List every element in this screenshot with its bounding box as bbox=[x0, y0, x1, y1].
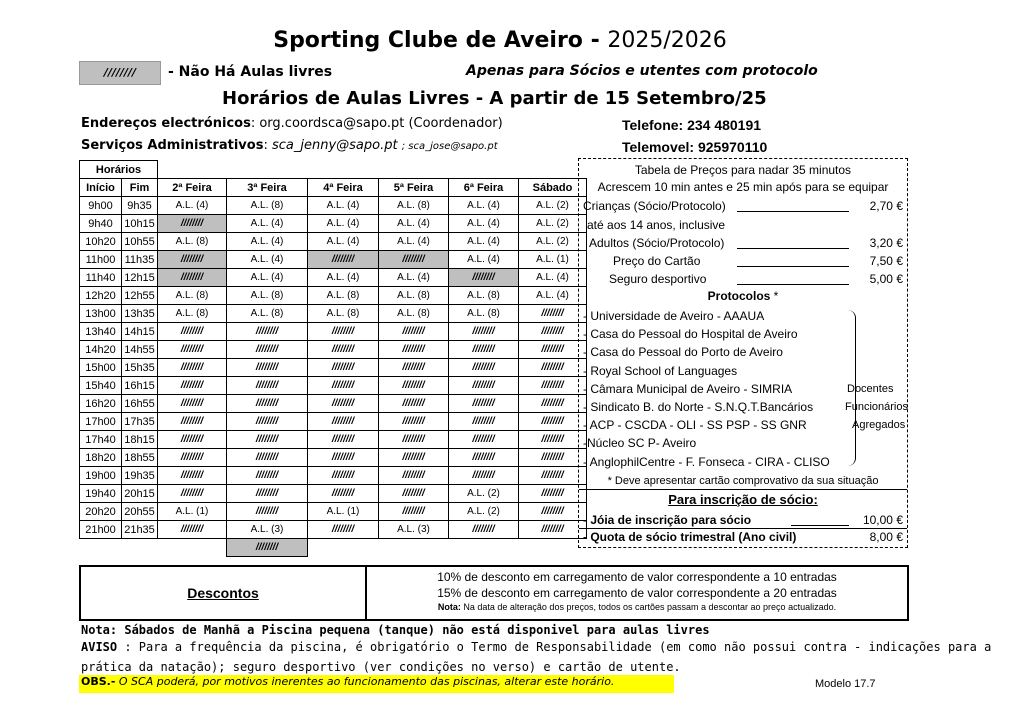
price-value: 5,00 € bbox=[869, 272, 903, 286]
time-cell: 10h15 bbox=[122, 215, 158, 233]
class-cell: A.L. (4) bbox=[519, 269, 587, 287]
class-cell: //////// bbox=[519, 503, 587, 521]
table-row bbox=[80, 467, 587, 485]
admin-line: Serviços Administrativos: sca_jenny@sapo.pt ; sca_jose@sapo.pt bbox=[81, 138, 498, 153]
time-cell: 18h55 bbox=[122, 449, 158, 467]
class-cell: //////// bbox=[519, 323, 587, 341]
class-cell: //////// bbox=[519, 431, 587, 449]
table-row bbox=[80, 377, 587, 395]
price-value: 2,70 € bbox=[869, 199, 903, 213]
price-label: até aos 14 anos, inclusive bbox=[587, 218, 726, 232]
class-cell: //////// bbox=[519, 413, 587, 431]
class-cell: //////// bbox=[449, 341, 519, 359]
column-header: Sábado bbox=[519, 179, 587, 197]
class-cell: //////// bbox=[449, 449, 519, 467]
class-cell: A.L. (4) bbox=[158, 197, 227, 215]
protocol-item: - Câmara Municipal de Aveiro - SIMRIA bbox=[583, 381, 793, 396]
aviso-text: : Para a frequência da piscina, é obrigatório o Termo de Responsabilidade (em como não possui contra - indicações para a bbox=[117, 640, 992, 654]
time-cell: 14h55 bbox=[122, 341, 158, 359]
class-cell: //////// bbox=[308, 395, 379, 413]
class-cell: //////// bbox=[449, 467, 519, 485]
class-cell: //////// bbox=[379, 323, 449, 341]
class-cell: //////// bbox=[158, 485, 227, 503]
discount-note-text: Na data de alteração dos preços, todos os cartões passam a descontar ao preço actualizado. bbox=[460, 602, 837, 612]
time-cell: 10h20 bbox=[80, 233, 122, 251]
admin-label: Serviços Administrativos bbox=[81, 138, 264, 153]
admin-email-2: ; sca_jose@sapo.pt bbox=[401, 141, 498, 152]
table-row bbox=[80, 449, 587, 467]
season: 2025/2026 bbox=[607, 28, 727, 53]
discount-note-label: Nota: bbox=[437, 602, 461, 612]
column-header: 2ª Feira bbox=[158, 179, 227, 197]
protocols-title bbox=[579, 289, 907, 303]
class-cell: //////// bbox=[519, 521, 587, 539]
class-cell: A.L. (4) bbox=[449, 233, 519, 251]
table-row bbox=[80, 233, 587, 251]
table-row bbox=[80, 395, 587, 413]
class-cell: //////// bbox=[379, 503, 449, 521]
class-cell: //////// bbox=[308, 359, 379, 377]
class-cell: //////// bbox=[519, 449, 587, 467]
class-cell: A.L. (4) bbox=[449, 215, 519, 233]
class-cell: //////// bbox=[227, 431, 308, 449]
time-cell: 16h15 bbox=[122, 377, 158, 395]
class-cell: A.L. (2) bbox=[519, 233, 587, 251]
class-cell: //////// bbox=[158, 467, 227, 485]
membership-label: - Jóia de inscrição para sócio bbox=[583, 513, 752, 527]
time-cell: 14h15 bbox=[122, 323, 158, 341]
class-cell: A.L. (4) bbox=[308, 233, 379, 251]
class-cell: //////// bbox=[519, 359, 587, 377]
class-cell: //////// bbox=[379, 467, 449, 485]
class-cell: //////// bbox=[308, 449, 379, 467]
class-cell: //////// bbox=[158, 377, 227, 395]
class-cell: A.L. (2) bbox=[519, 197, 587, 215]
class-cell: //////// bbox=[308, 521, 379, 539]
price-table-panel bbox=[578, 158, 908, 548]
protocols-star: * bbox=[770, 289, 779, 303]
time-cell: 15h40 bbox=[80, 377, 122, 395]
class-cell: A.L. (8) bbox=[449, 287, 519, 305]
time-cell: 16h20 bbox=[80, 395, 122, 413]
class-cell: //////// bbox=[158, 431, 227, 449]
side-label-funcionarios: Funcionários bbox=[845, 401, 908, 413]
schedule-group-header: Horários bbox=[80, 161, 158, 179]
extra-hatch-cell: //////// bbox=[227, 539, 308, 557]
table-row bbox=[80, 323, 587, 341]
class-cell: A.L. (8) bbox=[308, 287, 379, 305]
class-cell: //////// bbox=[308, 413, 379, 431]
phone: Telefone: 234 480191 bbox=[622, 117, 762, 133]
price-row bbox=[579, 197, 907, 215]
protocols-title-text: Protocolos bbox=[707, 289, 771, 303]
time-cell: 9h40 bbox=[80, 215, 122, 233]
membership-row bbox=[579, 511, 907, 529]
price-row bbox=[579, 216, 907, 234]
time-cell: 17h35 bbox=[122, 413, 158, 431]
page-title bbox=[0, 28, 1000, 53]
class-cell: A.L. (1) bbox=[308, 503, 379, 521]
aviso-line-1 bbox=[81, 640, 991, 654]
emails-line: Endereços electrónicos: org.coordsca@sapo.pt (Coordenador) bbox=[81, 116, 503, 131]
class-cell: //////// bbox=[158, 359, 227, 377]
class-cell: A.L. (8) bbox=[158, 233, 227, 251]
aviso-label: AVISO bbox=[81, 640, 118, 654]
protocol-item: - Sindicato B. do Norte - S.N.Q.T.Bancários bbox=[583, 400, 814, 414]
time-cell: 15h35 bbox=[122, 359, 158, 377]
table-row bbox=[80, 215, 587, 233]
class-cell: A.L. (2) bbox=[519, 215, 587, 233]
members-only-note: Apenas para Sócios e utentes com protocolo bbox=[466, 63, 818, 79]
title-separator: - bbox=[582, 28, 608, 53]
class-cell: A.L. (2) bbox=[449, 485, 519, 503]
class-cell: A.L. (1) bbox=[519, 251, 587, 269]
class-cell: //////// bbox=[227, 395, 308, 413]
time-cell: 20h55 bbox=[122, 503, 158, 521]
class-cell: A.L. (4) bbox=[227, 269, 308, 287]
time-cell: 20h20 bbox=[80, 503, 122, 521]
protocol-item: - Casa do Pessoal do Porto de Aveiro bbox=[583, 345, 783, 360]
class-cell: A.L. (8) bbox=[379, 287, 449, 305]
class-cell: A.L. (2) bbox=[449, 503, 519, 521]
price-note: Acrescem 10 min antes e 25 min após para se equipar bbox=[597, 180, 889, 194]
price-row bbox=[579, 270, 907, 288]
class-cell: //////// bbox=[519, 377, 587, 395]
membership-label: - Quota de sócio trimestral (Ano civil) bbox=[583, 530, 797, 544]
protocol-item: -Núcleo SC P- Aveiro bbox=[583, 436, 697, 451]
discounts-box bbox=[79, 565, 909, 621]
class-cell: A.L. (8) bbox=[227, 197, 308, 215]
class-cell: A.L. (4) bbox=[379, 269, 449, 287]
discount-line-1: 10% de desconto em carregamento de valor correspondente a 10 entradas bbox=[437, 570, 837, 584]
class-cell: A.L. (8) bbox=[449, 305, 519, 323]
schedule-table bbox=[79, 160, 587, 557]
time-cell: 20h15 bbox=[122, 485, 158, 503]
time-cell: 17h00 bbox=[80, 413, 122, 431]
class-cell: A.L. (4) bbox=[227, 233, 308, 251]
page-subtitle: Horários de Aulas Livres - A partir de 15 Setembro/25 bbox=[222, 88, 767, 109]
class-cell: //////// bbox=[227, 413, 308, 431]
class-cell: //////// bbox=[158, 413, 227, 431]
protocol-item: - Casa do Pessoal do Hospital de Aveiro bbox=[583, 327, 798, 342]
class-cell: A.L. (1) bbox=[158, 503, 227, 521]
class-cell: //////// bbox=[519, 467, 587, 485]
side-label-docentes: Docentes bbox=[847, 383, 894, 395]
table-row bbox=[80, 287, 587, 305]
class-cell: //////// bbox=[379, 413, 449, 431]
time-cell: 15h00 bbox=[80, 359, 122, 377]
time-cell: 19h35 bbox=[122, 467, 158, 485]
class-cell: A.L. (8) bbox=[308, 305, 379, 323]
price-value: 3,20 € bbox=[869, 236, 903, 250]
time-cell: 17h40 bbox=[80, 431, 122, 449]
protocol-note: * Deve apresentar cartão comprovativo da sua situação bbox=[607, 475, 879, 487]
column-header: 4ª Feira bbox=[308, 179, 379, 197]
class-cell: //////// bbox=[449, 395, 519, 413]
class-cell: //////// bbox=[308, 323, 379, 341]
price-label: Seguro desportivo bbox=[609, 272, 707, 286]
price-title: Tabela de Preços para nadar 35 minutos bbox=[634, 163, 852, 177]
protocol-item: - Royal School of Languages bbox=[583, 363, 738, 378]
footer-note: Nota: Sábados de Manhã a Piscina pequena (tanque) não está disponivel para aulas livres bbox=[81, 623, 710, 637]
class-cell: //////// bbox=[308, 431, 379, 449]
time-cell: 13h35 bbox=[122, 305, 158, 323]
class-cell: //////// bbox=[379, 449, 449, 467]
class-cell: A.L. (4) bbox=[379, 233, 449, 251]
class-cell: A.L. (4) bbox=[308, 215, 379, 233]
table-row bbox=[80, 197, 587, 215]
class-cell: //////// bbox=[379, 395, 449, 413]
class-cell: //////// bbox=[227, 377, 308, 395]
class-cell: A.L. (4) bbox=[308, 269, 379, 287]
class-cell: //////// bbox=[158, 395, 227, 413]
table-row bbox=[80, 521, 587, 539]
table-row bbox=[80, 431, 587, 449]
side-label-agregados: Agregados bbox=[852, 419, 906, 431]
membership-row bbox=[579, 528, 907, 546]
class-cell: //////// bbox=[158, 341, 227, 359]
class-cell: A.L. (4) bbox=[379, 215, 449, 233]
class-cell: //////// bbox=[158, 323, 227, 341]
time-cell: 16h55 bbox=[122, 395, 158, 413]
column-header: 6ª Feira bbox=[449, 179, 519, 197]
class-cell: A.L. (3) bbox=[379, 521, 449, 539]
model-number: Modelo 17.7 bbox=[815, 678, 876, 690]
protocol-item: - ACP - CSCDA - OLI - SS PSP - SS GNR bbox=[583, 418, 807, 433]
time-cell: 19h00 bbox=[80, 467, 122, 485]
price-value: 7,50 € bbox=[869, 254, 903, 268]
class-cell: //////// bbox=[227, 341, 308, 359]
class-cell: //////// bbox=[449, 431, 519, 449]
membership-title: Para inscrição de sócio: bbox=[668, 492, 818, 507]
time-cell: 21h35 bbox=[122, 521, 158, 539]
column-header: Início bbox=[80, 179, 122, 197]
time-cell: 9h00 bbox=[80, 197, 122, 215]
time-cell: 19h40 bbox=[80, 485, 122, 503]
admin-email: sca_jenny@sapo.pt bbox=[271, 138, 398, 153]
class-cell: //////// bbox=[227, 323, 308, 341]
class-cell: //////// bbox=[158, 269, 227, 287]
discount-line-2: 15% de desconto em carregamento de valor correspondente a 20 entradas bbox=[437, 586, 837, 600]
aviso-line-2: prática da natação); seguro desportivo (ver condições no verso) e cartão de utente. bbox=[81, 660, 681, 674]
class-cell: //////// bbox=[519, 395, 587, 413]
class-cell: A.L. (3) bbox=[227, 521, 308, 539]
class-cell: A.L. (8) bbox=[227, 305, 308, 323]
discounts-details bbox=[367, 567, 907, 619]
class-cell: A.L. (4) bbox=[227, 215, 308, 233]
class-cell: //////// bbox=[227, 359, 308, 377]
class-cell: //////// bbox=[227, 467, 308, 485]
time-cell: 18h20 bbox=[80, 449, 122, 467]
price-label: Adultos (Sócio/Protocolo) bbox=[589, 236, 725, 250]
time-cell: 13h00 bbox=[80, 305, 122, 323]
obs-label: OBS.- bbox=[81, 675, 116, 688]
time-cell: 21h00 bbox=[80, 521, 122, 539]
emails-value: org.coordsca@sapo.pt (Coordenador) bbox=[259, 116, 503, 131]
class-cell: //////// bbox=[308, 467, 379, 485]
column-header: Fim bbox=[122, 179, 158, 197]
class-cell: A.L. (8) bbox=[379, 197, 449, 215]
class-cell: //////// bbox=[308, 485, 379, 503]
class-cell: //////// bbox=[308, 377, 379, 395]
class-cell: //////// bbox=[227, 485, 308, 503]
class-cell: //////// bbox=[158, 521, 227, 539]
class-cell: A.L. (8) bbox=[158, 305, 227, 323]
class-cell: //////// bbox=[379, 431, 449, 449]
protocol-brace bbox=[847, 310, 856, 466]
class-cell: //////// bbox=[227, 503, 308, 521]
class-cell: //////// bbox=[158, 251, 227, 269]
class-cell: //////// bbox=[449, 413, 519, 431]
table-row bbox=[80, 269, 587, 287]
class-cell: //////// bbox=[449, 323, 519, 341]
class-cell: //////// bbox=[449, 521, 519, 539]
table-row bbox=[80, 485, 587, 503]
time-cell: 11h00 bbox=[80, 251, 122, 269]
obs-text: O SCA poderá, por motivos inerentes ao funcionamento das piscinas, alterar este horário. bbox=[115, 675, 615, 688]
time-cell: 9h35 bbox=[122, 197, 158, 215]
class-cell: //////// bbox=[379, 341, 449, 359]
table-row bbox=[80, 359, 587, 377]
protocol-item: - Universidade de Aveiro - AAAUA bbox=[583, 309, 765, 323]
table-row bbox=[80, 503, 587, 521]
class-cell: //////// bbox=[379, 485, 449, 503]
obs-highlight bbox=[79, 675, 674, 693]
legend-hatch-sample: //////// bbox=[79, 61, 161, 85]
class-cell: //////// bbox=[519, 305, 587, 323]
class-cell: //////// bbox=[308, 251, 379, 269]
table-row bbox=[80, 413, 587, 431]
discounts-label: Descontos bbox=[81, 567, 367, 619]
time-cell: 11h40 bbox=[80, 269, 122, 287]
table-row bbox=[80, 305, 587, 323]
emails-label: Endereços electrónicos bbox=[81, 116, 251, 131]
class-cell: A.L. (4) bbox=[227, 251, 308, 269]
class-cell: A.L. (8) bbox=[227, 287, 308, 305]
time-cell: 12h20 bbox=[80, 287, 122, 305]
class-cell: //////// bbox=[158, 215, 227, 233]
class-cell: //////// bbox=[519, 341, 587, 359]
class-cell: //////// bbox=[227, 449, 308, 467]
table-row bbox=[80, 341, 587, 359]
class-cell: A.L. (8) bbox=[379, 305, 449, 323]
time-cell: 13h40 bbox=[80, 323, 122, 341]
time-cell: 12h55 bbox=[122, 287, 158, 305]
class-cell: //////// bbox=[449, 359, 519, 377]
class-cell: //////// bbox=[379, 377, 449, 395]
price-label: Preço do Cartão bbox=[613, 254, 701, 268]
class-cell: A.L. (4) bbox=[449, 251, 519, 269]
price-label: Crianças (Sócio/Protocolo) bbox=[583, 199, 726, 213]
class-cell: //////// bbox=[449, 377, 519, 395]
class-cell: A.L. (8) bbox=[158, 287, 227, 305]
class-cell: //////// bbox=[449, 269, 519, 287]
time-cell: 14h20 bbox=[80, 341, 122, 359]
price-row bbox=[579, 234, 907, 252]
time-cell: 18h15 bbox=[122, 431, 158, 449]
column-header: 3ª Feira bbox=[227, 179, 308, 197]
price-row bbox=[579, 252, 907, 270]
class-cell: A.L. (4) bbox=[519, 287, 587, 305]
club-name: Sporting Clube de Aveiro bbox=[273, 28, 583, 53]
class-cell: A.L. (4) bbox=[449, 197, 519, 215]
table-row bbox=[80, 251, 587, 269]
membership-value: 8,00 € bbox=[869, 530, 903, 544]
time-cell: 12h15 bbox=[122, 269, 158, 287]
class-cell: //////// bbox=[379, 359, 449, 377]
column-header: 5ª Feira bbox=[379, 179, 449, 197]
class-cell: //////// bbox=[158, 449, 227, 467]
class-cell: A.L. (4) bbox=[308, 197, 379, 215]
class-cell: //////// bbox=[308, 341, 379, 359]
mobile: Telemovel: 925970110 bbox=[622, 139, 768, 155]
class-cell: //////// bbox=[379, 251, 449, 269]
legend-text: - Não Há Aulas livres bbox=[168, 64, 333, 80]
discount-note bbox=[367, 602, 907, 612]
time-cell: 11h35 bbox=[122, 251, 158, 269]
protocol-item: - AnglophilCentre - F. Fonseca - CIRA - CLISO bbox=[583, 454, 830, 469]
time-cell: 10h55 bbox=[122, 233, 158, 251]
membership-value: 10,00 € bbox=[862, 513, 903, 527]
class-cell: //////// bbox=[519, 485, 587, 503]
